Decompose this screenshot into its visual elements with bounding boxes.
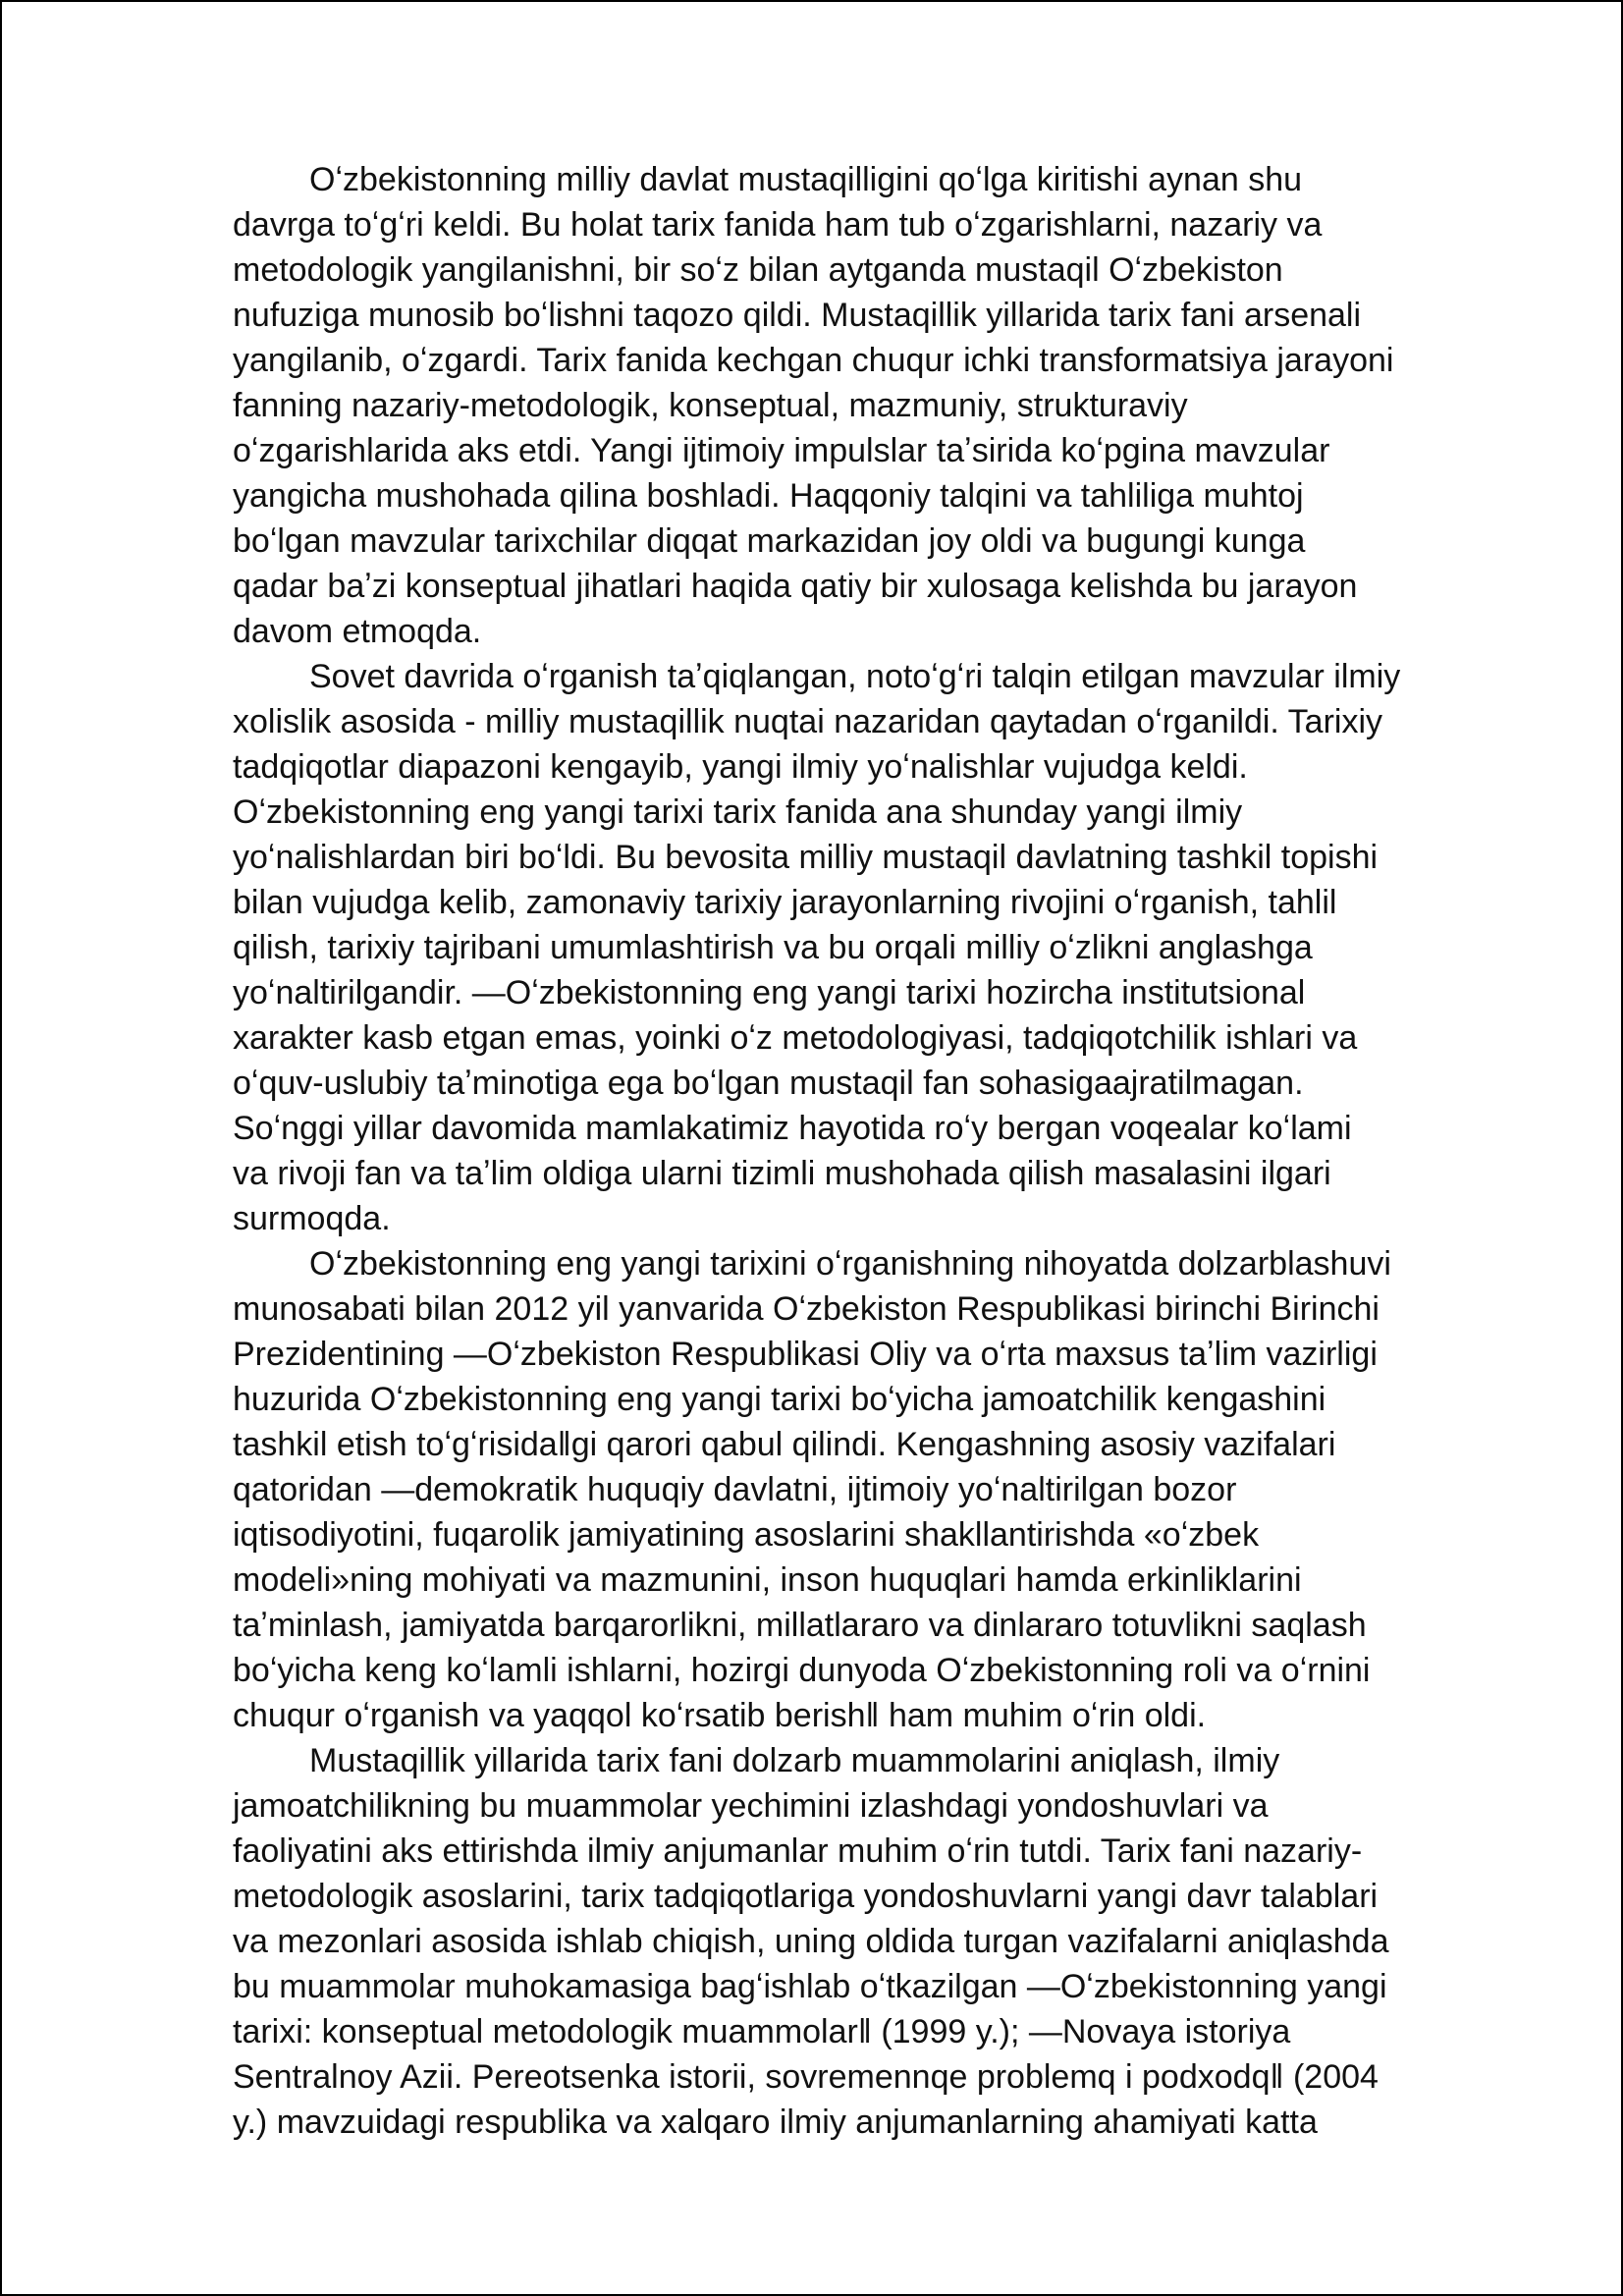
text-line: bu muammolar muhokamasiga bagʻishlab oʻtkazilgan ―Oʻzbekistonning yangi (233, 1968, 1387, 2005)
text-line: y.) mavzuidagi respublika va xalqaro ilmiy anjumanlarning ahamiyati katta (233, 2104, 1318, 2141)
text-line: fanning nazariy-metodologik, konseptual, mazmuniy, strukturaviy (233, 387, 1188, 424)
text-line: metodologik asoslarini, tarix tadqiqotlariga yondoshuvlarni yangi davr talablari (233, 1878, 1379, 1915)
text-line: jamoatchilikning bu muammolar yechimini izlashdagi yondoshuvlari va (233, 1787, 1269, 1825)
paragraph-2 (233, 654, 1509, 1241)
text-line: taʼminlash, jamiyatda barqarorlikni, millatlararo va dinlararo totuvlikni saqlash (233, 1607, 1367, 1644)
text-line: oʻzgarishlarida aks etdi. Yangi ijtimoiy impulslar taʼsirida koʻpgina mavzular (233, 432, 1330, 469)
text-line: Oʻzbekistonning eng yangi tarixini oʻrganishning nihoyatda dolzarblashuvi (309, 1245, 1391, 1283)
text-line: tadqiqotlar diapazoni kengayib, yangi ilmiy yoʻnalishlar vujudga keldi. (233, 748, 1248, 786)
text-line: qatoridan ―demokratik huquqiy davlatni, ijtimoiy yoʻnaltirilgan bozor (233, 1471, 1237, 1508)
text-line: va mezonlari asosida ishlab chiqish, uning oldida turgan vazifalarni aniqlashda (233, 1923, 1389, 1960)
text-line: boʻyicha keng koʻlamli ishlarni, hozirgi dunyoda Oʻzbekistonning roli va oʻrnini (233, 1652, 1371, 1689)
text-line: metodologik yangilanishni, bir soʻz bilan aytganda mustaqil Oʻzbekiston (233, 251, 1283, 289)
text-line: yangilanib, oʻzgardi. Tarix fanida kechgan chuqur ichki transformatsiya jarayoni (233, 342, 1394, 379)
text-line: oʻquv-uslubiy taʼminotiga ega boʻlgan mustaqil fan sohasigaajratilmagan. (233, 1065, 1304, 1102)
text-line: tashkil etish toʻgʻrisida‖gi qarori qabul qilindi. Kengashning asosiy vazifalari (233, 1426, 1336, 1463)
text-line: xarakter kasb etgan emas, yoinki oʻz metodologiyasi, tadqiqotchilik ishlari va (233, 1019, 1358, 1057)
text-line: tarixi: konseptual metodologik muammolar‖ (1999 y.); ―Novaya istoriya (233, 2013, 1291, 2050)
text-line: nufuziga munosib boʻlishni taqozo qildi. Mustaqillik yillarida tarix fani arsenali (233, 297, 1362, 334)
text-line: Oʻzbekistonning eng yangi tarixi tarix fanida ana shunday yangi ilmiy (233, 793, 1243, 831)
text-line: yoʻnaltirilgandir. ―Oʻzbekistonning eng yangi tarixi hozircha institutsional (233, 974, 1306, 1011)
text-line: chuqur oʻrganish va yaqqol koʻrsatib berish‖ ham muhim oʻrin oldi. (233, 1697, 1207, 1734)
text-line: Sovet davrida oʻrganish taʼqiqlangan, notoʻgʻri talqin etilgan mavzular ilmiy (309, 658, 1401, 695)
paragraph-4 (233, 1738, 1509, 2145)
text-line: Soʻnggi yillar davomida mamlakatimiz hayotida roʻy bergan voqealar koʻlami (233, 1110, 1352, 1147)
text-line: qadar baʼzi konseptual jihatlari haqida qatiy bir xulosaga kelishda bu jarayon (233, 568, 1358, 605)
document-body (233, 157, 1509, 2145)
text-line: yoʻnalishlardan biri boʻldi. Bu bevosita milliy mustaqil davlatning tashkil topishi (233, 839, 1379, 876)
text-line: faoliyatini aks ettirishda ilmiy anjumanlar muhim oʻrin tutdi. Tarix fani nazariy- (233, 1832, 1363, 1870)
text-line: yangicha mushohada qilina boshladi. Haqqoniy talqini va tahliliga muhtoj (233, 477, 1304, 515)
text-line: bilan vujudga kelib, zamonaviy tarixiy jarayonlarning rivojini oʻrganish, tahlil (233, 884, 1337, 921)
text-line: iqtisodiyotini, fuqarolik jamiyatining asoslarini shakllantirishda «oʻzbek (233, 1516, 1260, 1554)
text-line: xolislik asosida - milliy mustaqillik nuqtai nazaridan qaytadan oʻrganildi. Tarixiy (233, 703, 1383, 740)
text-line: va rivoji fan va taʼlim oldiga ularni tizimli mushohada qilish masalasini ilgari (233, 1155, 1331, 1192)
text-line: davrga toʻgʻri keldi. Bu holat tarix fanida ham tub oʻzgarishlarni, nazariy va (233, 206, 1323, 244)
paragraph-1 (233, 157, 1509, 654)
text-line: modeli»ning mohiyati va mazmunini, inson huquqlari hamda erkinliklarini (233, 1561, 1302, 1599)
text-line: Oʻzbekistonning milliy davlat mustaqilligini qoʻlga kiritishi aynan shu (309, 161, 1303, 198)
paragraph-3 (233, 1241, 1509, 1738)
text-line: huzurida Oʻzbekistonning eng yangi tarixi boʻyicha jamoatchilik kengashini (233, 1381, 1326, 1418)
text-line: Sentralnoy Azii. Pereotsenka istorii, sovremennqe problemq i podxodq‖ (2004 (233, 2058, 1379, 2096)
text-line: Mustaqillik yillarida tarix fani dolzarb muammolarini aniqlash, ilmiy (309, 1742, 1280, 1779)
text-line: surmoqda. (233, 1200, 391, 1237)
text-line: boʻlgan mavzular tarixchilar diqqat markazidan joy oldi va bugungi kunga (233, 522, 1306, 560)
text-line: munosabati bilan 2012 yil yanvarida Oʻzbekiston Respublikasi birinchi Birinchi (233, 1290, 1380, 1328)
text-line: Prezidentining ―Oʻzbekiston Respublikasi Oliy va oʻrta maxsus taʼlim vazirligi (233, 1336, 1378, 1373)
text-line: qilish, tarixiy tajribani umumlashtirish va bu orqali milliy oʻzlikni anglashga (233, 929, 1313, 966)
text-line: davom etmoqda. (233, 613, 482, 650)
